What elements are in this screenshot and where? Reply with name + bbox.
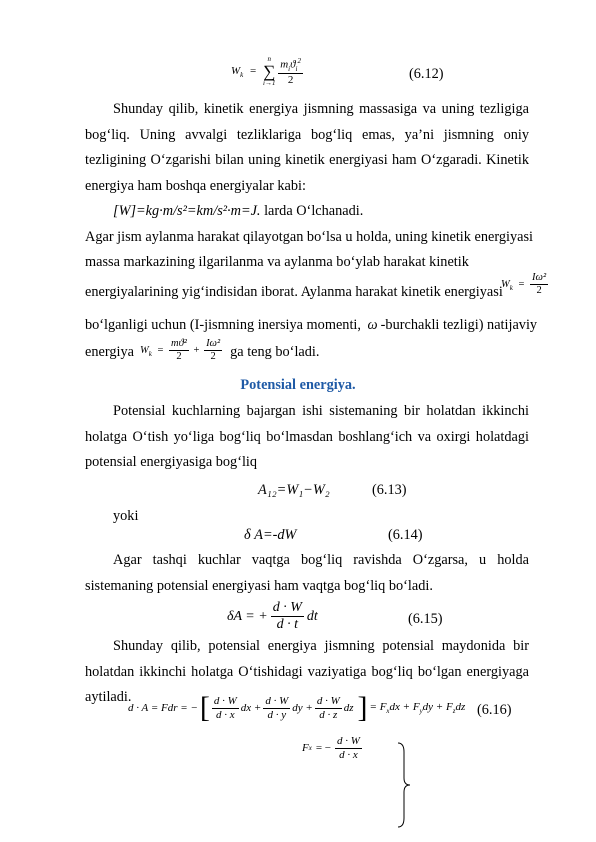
eq612-equals: =	[250, 65, 257, 78]
eq612-velocity-sub: i	[295, 64, 298, 73]
units-formula: [W]=kg·m/s²=km/s²·m=J.	[113, 203, 261, 219]
sum-lower-limit: i→1	[263, 79, 276, 87]
para2-line4	[85, 313, 537, 339]
paragraph-potential	[85, 399, 529, 476]
eq616-label: (6.16)	[477, 702, 512, 718]
equation-6-12	[231, 56, 303, 87]
fx-numerator: d · W	[337, 735, 360, 747]
rot-lhs: W	[501, 278, 510, 290]
sum-upper-limit: n	[267, 55, 271, 63]
para2-line5-b: ga teng bo‘ladi.	[230, 344, 320, 361]
para2-line4-b: -burchakli tezligi) natijaviy	[380, 317, 538, 333]
eq616-rhs-dx: dx + F	[389, 700, 420, 713]
summation-sign: n ∑ i→1	[263, 55, 276, 87]
eq615-lhs: δA = +	[227, 608, 268, 624]
fx-sub: x	[308, 744, 312, 753]
total-den2: 2	[210, 351, 216, 363]
fx-eq: = −	[315, 742, 332, 755]
eq615-label: (6.15)	[408, 611, 443, 627]
eq612-velocity: ϑ	[290, 58, 296, 71]
eq612-denominator: 2	[287, 73, 294, 86]
total-lhs: W	[139, 345, 149, 356]
rot-denominator: 2	[536, 285, 542, 297]
eq616-t2-tail: dy +	[292, 702, 313, 714]
eq615-numerator: d · W	[271, 600, 304, 617]
rot-numerator: Iω²	[530, 272, 548, 285]
right-curly-brace	[396, 742, 412, 828]
equation-6-13: A₁₂=W₁−W₂	[258, 482, 330, 498]
paragraph-5-text: Shunday qilib, potensial energiya jismning potensial maydonida bir holatdan ikkinchi holatga O‘tishidagi vaziyatiga bog‘liq bo‘lgan energiyaga aytiladi.	[85, 638, 529, 705]
total-energy-formula: $W_k$ = $\frac{\text{mϑ²}}{2}$ + $\frac{\text{Iω²}}{2}$	[139, 338, 221, 363]
eq612-lhs-sub: k	[240, 71, 244, 80]
equation-6-15	[227, 600, 318, 633]
equation-6-14: δ A=-dW	[244, 527, 297, 543]
eq612-exp: 2	[297, 56, 301, 65]
section-heading: Potensial energiya.	[240, 377, 356, 393]
paragraph-1-text: Shunday qilib, kinetik energiya jismning massasiga va uning tezligiga bog‘liq. Uning avvalgi tezliklariga bog‘liq emas, ya’ni jismning oniy tezligining O‘zgarishi bilan uning kinetik energiyasi ham O‘zgaradi. Kinetik energiya ham boshqa energiyalar kabi:	[85, 101, 529, 194]
eq616-t1-num: d · W	[213, 694, 237, 707]
equation-6-16: d · A = Fdr = − [ $\frac{d \cdot W}{d \cdot x}$ dx + $\frac{d \cdot W}{d \cdot y}$ dy + $\frac{d \cdot W}{d \cdot z}$ dz ] = $F_xdx + F_ydy + F_zdz$	[128, 691, 466, 724]
eq616-rhs-z: z	[452, 707, 456, 716]
eq612-lhs: W	[231, 65, 241, 78]
eq616-rhs-dy: dy + F	[422, 700, 453, 713]
eq616-t2-num: d · W	[265, 694, 289, 707]
rot-sub: k	[509, 284, 513, 293]
eq616-t2-den: d · y	[267, 708, 287, 721]
eq616-t1-den: d · x	[215, 708, 235, 721]
para2-line1: Agar jism aylanma harakat qilayotgan bo‘lsa u holda, uning kinetik energiyasi	[85, 229, 533, 245]
eq615-tail: dt	[306, 608, 318, 624]
yoki-text: yoki	[113, 508, 139, 524]
eq616-rhs	[370, 701, 466, 715]
eq616-lhs: d · A = Fdr = −	[128, 702, 198, 714]
paragraph-time-dependence	[85, 548, 529, 599]
eq616-rhs-eq: = F	[369, 700, 387, 713]
eq616-t3-tail: dz	[343, 702, 354, 714]
total-num1: mϑ²	[169, 338, 189, 351]
equation-fx	[302, 735, 362, 761]
eq616-rhs-y: y	[419, 707, 423, 716]
eq616-rhs-x: x	[386, 707, 390, 716]
eq612-mass: m	[280, 58, 289, 71]
rotational-energy-formula: $W_k$ = $\frac{\text{Iω²}}{2}$	[501, 272, 547, 297]
fx-denominator: d · x	[339, 748, 358, 761]
fx-lhs: F	[302, 742, 309, 755]
units-text: larda O‘lchanadi.	[260, 203, 364, 219]
para2-line4-a: bo‘lganligi uchun (I-jismning inersiya momenti,	[85, 317, 361, 333]
eq612-label: (6.12)	[409, 66, 444, 82]
eq615-denominator: d · t	[276, 617, 298, 633]
paragraph-3-text: Potensial kuchlarning bajargan ishi sistemaning bir holatdan ikkinchi holatga O‘tish yo‘liga bog‘liq bo‘lmasdan boshlang‘ich va oxirgi holatdagi potensial energiyasiga bog‘liq	[85, 403, 529, 470]
para2-line2: massa markazining ilgarilanma va aylanma bo‘ylab harakat kinetik	[85, 254, 469, 270]
eq616-t3-num: d · W	[316, 694, 340, 707]
eq616-t3-den: d · z	[319, 708, 338, 721]
eq616-t1-tail: dx +	[240, 702, 262, 714]
eq613-label: (6.13)	[372, 482, 407, 498]
units-line	[85, 199, 529, 225]
para2-line5	[85, 338, 319, 368]
eq616-rhs-dz: dz	[455, 700, 466, 713]
paragraph-4-text: Agar tashqi kuchlar vaqtga bog‘liq ravishda O‘zgarsa, u holda sistemaning potensial energiyasi ham vaqtga bog‘liq bo‘ladi.	[85, 552, 529, 594]
para2-line5-a: energiya	[85, 344, 134, 361]
eq612-fraction	[278, 57, 303, 87]
eq614-label: (6.14)	[388, 527, 423, 543]
eq612-mass-sub: i	[288, 64, 291, 73]
total-num2: Iω²	[204, 338, 222, 351]
total-den1: 2	[176, 351, 182, 363]
omega-symbol: ω	[367, 317, 378, 333]
total-sub: k	[148, 350, 152, 359]
para2-line3: energiyalarining yig‘indisidan iborat. Aylanma harakat kinetik energiyasi	[85, 284, 503, 300]
paragraph-kinetic-energy	[85, 97, 529, 225]
